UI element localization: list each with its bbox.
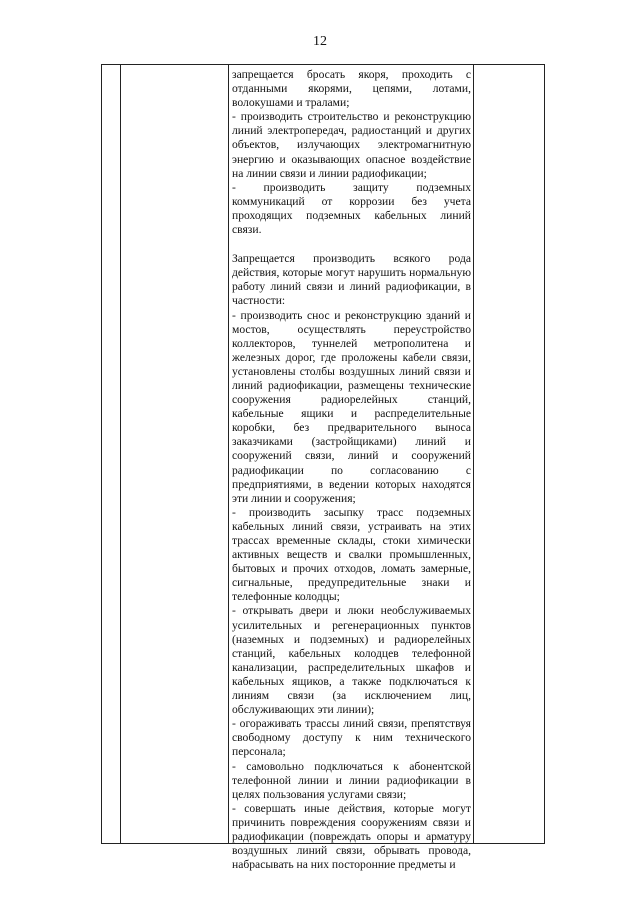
paragraph-fencing: - огораживать трассы линий связи, препятствуя свободному доступу к ним технического персонала; xyxy=(232,717,471,759)
column-divider-3 xyxy=(473,65,474,843)
regulation-table xyxy=(101,64,545,872)
paragraph-unauthorized-connection: - самовольно подключаться к абонентской телефонной линии и линии радиофикации в целях пользования услугами связи; xyxy=(232,759,471,801)
restrictions-text-cell xyxy=(232,68,471,872)
column-divider-1 xyxy=(120,65,121,843)
paragraph-spacer xyxy=(232,237,471,252)
paragraph-backfill: - производить засыпку трасс подземных кабельных линий связи, устраивать на этих трассах временные склады, стоки химически активных веществ и свалки промышленных, бытовых и прочих отходов, ломать замерные, сигнальные, предупредительные знаки и телефонные колодцы; xyxy=(232,505,471,604)
column-divider-2 xyxy=(228,65,229,843)
paragraph-anchors: запрещается бросать якоря, проходить с отданными якорями, цепями, лотами, волокушами и тралами; xyxy=(232,68,471,110)
paragraph-power-lines: - производить строительство и реконструкцию линий электропередач, радиостанций и других объектов, излучающих электромагнитную энергию и оказывающих опасное воздействие на линии связи и линии радиофикации; xyxy=(232,110,471,180)
page-number: 12 xyxy=(313,34,327,49)
paragraph-prohibited-actions: Запрещается производить всякого рода действия, которые могут нарушить нормальную работу линий связи и линий радиофикации, в частности: xyxy=(232,252,471,308)
paragraph-open-doors: - открывать двери и люки необслуживаемых усилительных и регенерационных пунктов (наземных и подземных) и радиорелейных станций, кабельных колодцев телефонной канализации, распределительных шкафов и кабельных ящиков, а также подключаться к линиям связи (за исключением лиц, обслуживающих эти линии); xyxy=(232,604,471,717)
paragraph-other-actions: - совершать иные действия, которые могут причинить повреждения сооружениям связи и радиофикации (повреждать опоры и арматуру воздушных линий связи, обрывать провода, набрасывать на них посторонние предметы и xyxy=(232,801,471,872)
paragraph-demolition: - производить снос и реконструкцию зданий и мостов, осуществлять переустройство коллекторов, туннелей метрополитена и железных дорог, где проложены кабели связи, установлены столбы воздушных линий связи и линий радиофикации, размещены технические сооружения радиорелейных станций, кабельные ящики и распределительные коробки, без предварительного выноса заказчиками (застройщиками) линий и сооружений связи, линий и сооружений радиофикации по согласованию с предприятиями, в ведении которых находятся эти линии и сооружения; xyxy=(232,308,471,505)
paragraph-corrosion: - производить защиту подземных коммуникаций от коррозии без учета проходящих подземных кабельных линий связи. xyxy=(232,180,471,237)
